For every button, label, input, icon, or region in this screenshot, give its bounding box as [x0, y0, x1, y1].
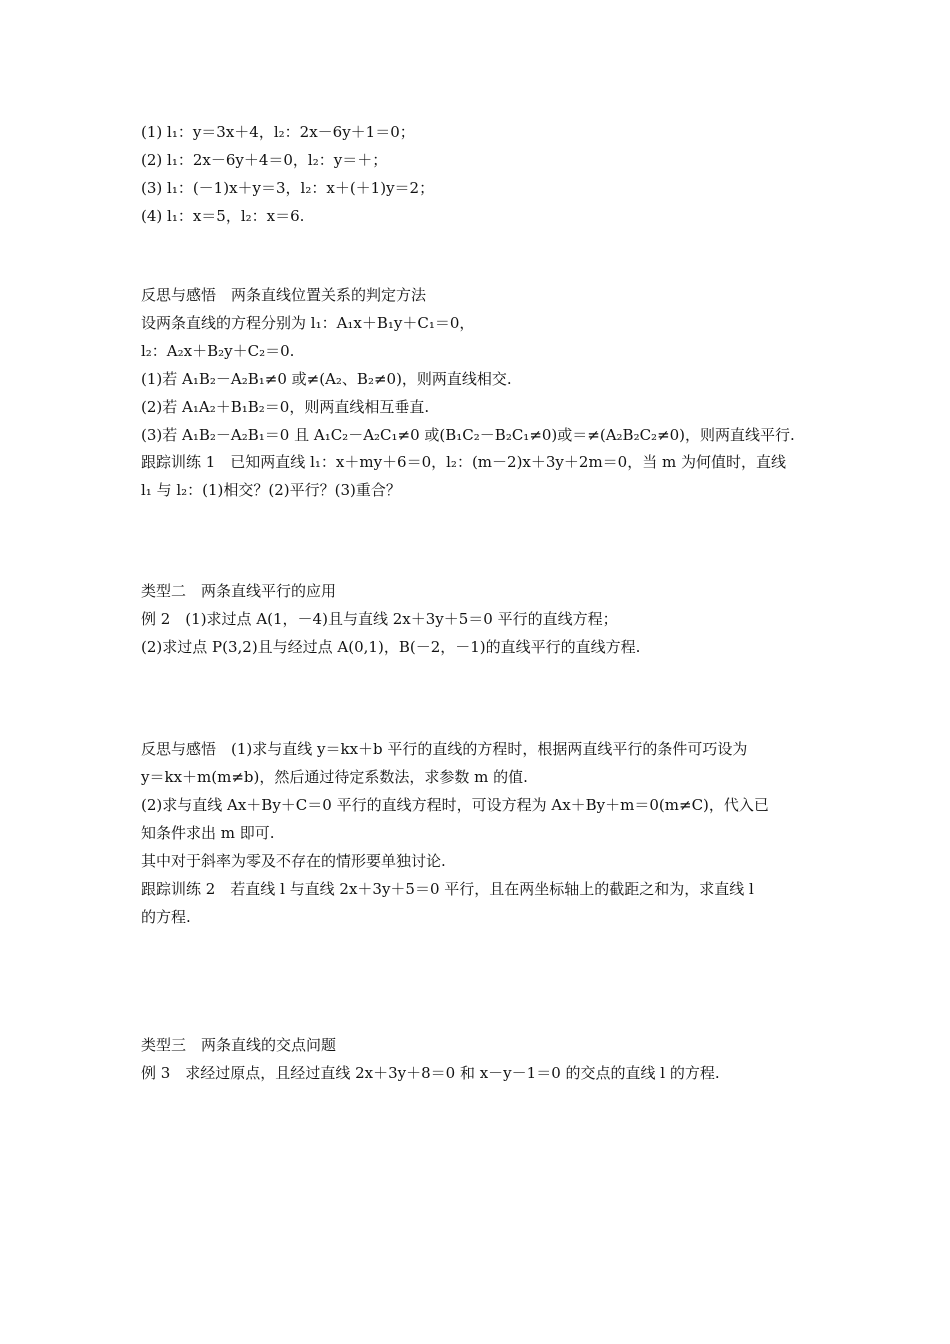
reflection-2-line: 反思与感悟 (1)求与直线 y＝kx＋b 平行的直线的方程时，根据两直线平行的条件可巧设为	[141, 740, 748, 758]
example-2-line-1: 例 2 (1)求过点 A(1，－4)且与直线 2x＋3y＋5＝0 平行的直线方程；	[141, 610, 618, 628]
example-2-line-2: (2)求过点 P(3,2)且与经过点 A(0,1)，B(－2，－1)的直线平行的直线方程.	[141, 638, 641, 656]
condition-item-4: (4) l₁：x＝5，l₂：x＝6.	[141, 207, 305, 225]
reflection-2-line: 其中对于斜率为零及不存在的情形要单独讨论.	[141, 852, 446, 870]
reflection-2-line: 知条件求出 m 即可.	[141, 824, 275, 842]
example-3-line-1: 例 3 求经过原点，且经过直线 2x＋3y＋8＝0 和 x－y－1＝0 的交点的直线 l 的方程.	[141, 1064, 720, 1082]
training-1-line-1: 跟踪训练 1 已知两直线 l₁：x＋my＋6＝0，l₂：(m－2)x＋3y＋2m＝0，当 m 为何值时，直线	[141, 453, 786, 471]
condition-item-1: (1) l₁：y＝3x＋4，l₂：2x－6y＋1＝0；	[141, 123, 415, 141]
reflection-1-title: 反思与感悟 两条直线位置关系的判定方法	[141, 286, 427, 304]
reflection-2-line: (2)求与直线 Ax＋By＋C＝0 平行的直线方程时，可设方程为 Ax＋By＋m＝0(m≠C)，代入已	[141, 796, 769, 814]
reflection-1-line: (3)若 A₁B₂－A₂B₁＝0 且 A₁C₂－A₂C₁≠0 或(B₁C₂－B₂C₁≠0)或＝≠(A₂B₂C₂≠0)，则两直线平行.	[141, 426, 795, 444]
training-1-line-2: l₁ 与 l₂：(1)相交？(2)平行？(3)重合？	[141, 481, 401, 499]
reflection-1-line: 设两条直线的方程分别为 l₁：A₁x＋B₁y＋C₁＝0，	[141, 314, 475, 332]
condition-item-2: (2) l₁：2x－6y＋4＝0，l₂：y＝＋；	[141, 151, 388, 169]
reflection-1-line: (1)若 A₁B₂－A₂B₁≠0 或≠(A₂、B₂≠0)，则两直线相交.	[141, 370, 512, 388]
reflection-1-line: (2)若 A₁A₂＋B₁B₂＝0，则两直线相互垂直.	[141, 398, 430, 416]
training-2-line-2: 的方程.	[141, 908, 191, 926]
type-2-title: 类型二 两条直线平行的应用	[141, 582, 337, 600]
reflection-2-line: y＝kx＋m(m≠b)，然后通过待定系数法，求参数 m 的值.	[141, 768, 528, 786]
training-2-line-1: 跟踪训练 2 若直线 l 与直线 2x＋3y＋5＝0 平行，且在两坐标轴上的截距之和为，求直线 l	[141, 880, 754, 898]
reflection-1-line: l₂：A₂x＋B₂y＋C₂＝0.	[141, 342, 295, 360]
type-3-title: 类型三 两条直线的交点问题	[141, 1036, 337, 1054]
condition-item-3: (3) l₁：(－1)x＋y＝3，l₂：x＋(＋1)y＝2；	[141, 179, 435, 197]
